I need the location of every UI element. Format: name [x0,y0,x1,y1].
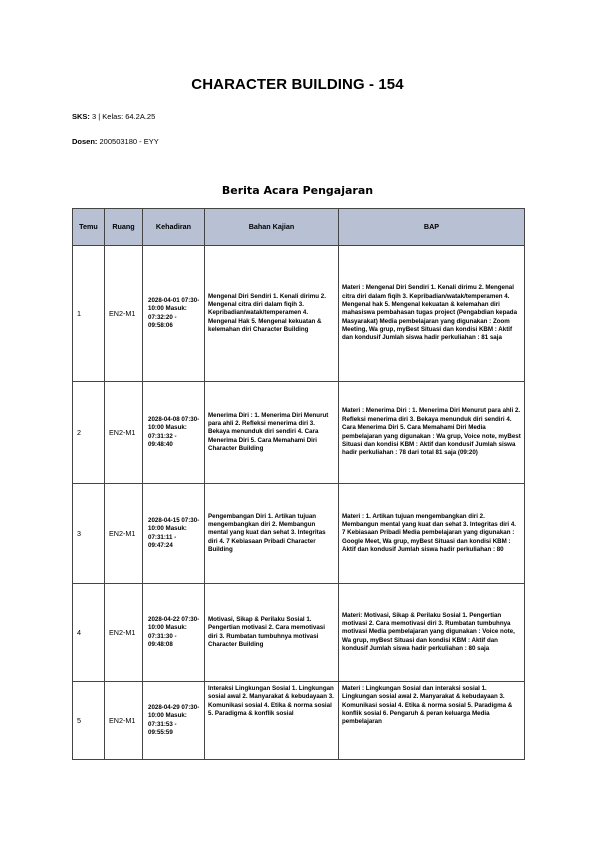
page-title: CHARACTER BUILDING - 154 [191,76,404,93]
header-bahan-kajian: Bahan Kajian [205,209,339,246]
cell-ruang: EN2-M1 [105,382,143,484]
cell-bap: Materi : 1. Artikan tujuan mengembangkan diri 2. Membangun mental yang kuat dan sehat 3. Integritas diri 4. 7 Kebiasaan Pribadi Media pembelajaran yang digunakan : Google Meet, Wa grup, myBest Situasi dan kondisi KBM : Aktif dan kondusif Jumlah siswa hadir perkuliahan : 80 [339,484,525,584]
bahan-clip: Interaksi Lingkungan Sosial 1. Lingkungan sosial awal 2. Manyarakat & kebudayaan 3. Komunikasi sosial 4. Etika & norma sosial 5. Paradigma & konflik sosial [208,685,334,718]
section-title: Berita Acara Pengajaran [221,184,374,197]
cell-bahan-kajian: Menerima Diri : 1. Menerima Diri Menurut para ahli 2. Refleksi menerima diri 3. Bekaya menunduk diri sendiri 4. Cara Menerima Diri 5. Cara Memahami Diri Character Building [205,382,339,484]
header-kehadiran: Kehadiran [143,209,205,246]
cell-kehadiran: 2028-04-08 07:30-10:00 Masuk: 07:31:32 - 09:48:40 [143,382,205,484]
sks-kelas-line [72,112,155,121]
cell-bahan-kajian: Motivasi, Sikap & Perilaku Sosial 1. Pengertian motivasi 2. Cara memotivasi diri 3. Rumbatan tumbuhnya motivasi Character Building [205,584,339,682]
table-row [73,484,525,584]
cell-bahan-kajian: Pengembangan Diri 1. Artikan tujuan mengembangkan diri 2. Membangun mental yang kuat dan sehat 3. Integritas diri 4. 7 Kebiasaan Pribadi Character Building [205,484,339,584]
cell-ruang: EN2-M1 [105,246,143,382]
cell-temu: 1 [73,246,105,382]
cell-kehadiran: 2028-04-22 07:30-10:00 Masuk: 07:31:30 - 09:48:08 [143,584,205,682]
table-header-row [73,209,525,246]
cell-temu: 4 [73,584,105,682]
cell-bap: Materi : Menerima Diri : 1. Menerima Diri Menurut para ahli 2. Refleksi menerima diri 3. Bekaya menunduk diri sendiri 4. Cara Menerima Diri 5. Cara Memahami Diri Media pembelajaran yang digunakan : Wa grup, Voice note, myBest Situasi dan kondisi KBM : Aktif dan kondusif Jumlah siswa hadir perkuliahan : 78 dari total 81 saja (09:20) [339,382,525,484]
cell-temu: 2 [73,382,105,484]
table-row [73,682,525,760]
cell-bap: Materi: Motivasi, Sikap & Perilaku Sosial 1. Pengertian motivasi 2. Cara memotivasi diri 3. Rumbatan tumbuhnya motivasi Media pembelajaran yang digunakan : Voice note, Wa grup, myBest Situasi dan kondisi KBM : Aktif dan kondusif Jumlah siswa hadir perkuliahan : 80 saja [339,584,525,682]
table-row [73,382,525,484]
sks-label: SKS: [72,112,90,121]
cell-kehadiran: 2028-04-01 07:30-10:00 Masuk: 07:32:20 - 09:58:06 [143,246,205,382]
cell-ruang: EN2-M1 [105,584,143,682]
cell-temu: 5 [73,682,105,760]
cell-temu: 3 [73,484,105,584]
cell-ruang: EN2-M1 [105,682,143,760]
cell-bahan-kajian [205,682,339,760]
header-ruang: Ruang [105,209,143,246]
cell-ruang: EN2-M1 [105,484,143,584]
cell-kehadiran: 2028-04-29 07:30-10:00 Masuk: 07:31:53 - 09:55:59 [143,682,205,760]
header-bap: BAP [339,209,525,246]
cell-bahan-kajian: Mengenal Diri Sendiri 1. Kenali dirimu 2. Mengenal citra diri dalam fiqih 3. Kepribadian/watak/temperamen 4. Mengenal Hak 5. Mengenal kekuatan & kelemahan diri Character Building [205,246,339,382]
dosen-label: Dosen: [72,137,98,146]
header-temu: Temu [73,209,105,246]
bap-clip: Materi : Lingkungan Sosial dan interaksi sosial 1. Lingkungan sosial awal 2. Manyarakat & kebudayaan 3. Komunikasi sosial 4. Etika & norma sosial 5. Paradigma & konflik sosial 6. Pengaruh & peran keluarga Media pembelajaran [342,685,513,726]
cell-bap: Materi : Mengenal Diri Sendiri 1. Kenali dirimu 2. Mengenal citra diri dalam fiqih 3. Kepribadian/watak/temperamen 4. Mengenal hak 5. Mengenal kekuatan & kelemahan diri mahasiswa pembahasan tugas project (Pengabdian kepada Masyarakat) Media pembelajaran yang digunakan : Zoom Meeting, Wa grup, myBest Situasi dan kondisi KBM : Aktif dan kondusif Jumlah siswa hadir perkuliahan : 81 saja [339,246,525,382]
cell-kehadiran: 2028-04-15 07:30-10:00 Masuk: 07:31:11 - 09:47:24 [143,484,205,584]
table-row [73,246,525,382]
table-row [73,584,525,682]
bap-table [72,208,525,760]
dosen-line [72,137,159,146]
dosen-value: 200503180 - EYY [99,137,159,146]
sks-value: 3 | Kelas: 64.2A.25 [92,112,156,121]
cell-bap [339,682,525,760]
